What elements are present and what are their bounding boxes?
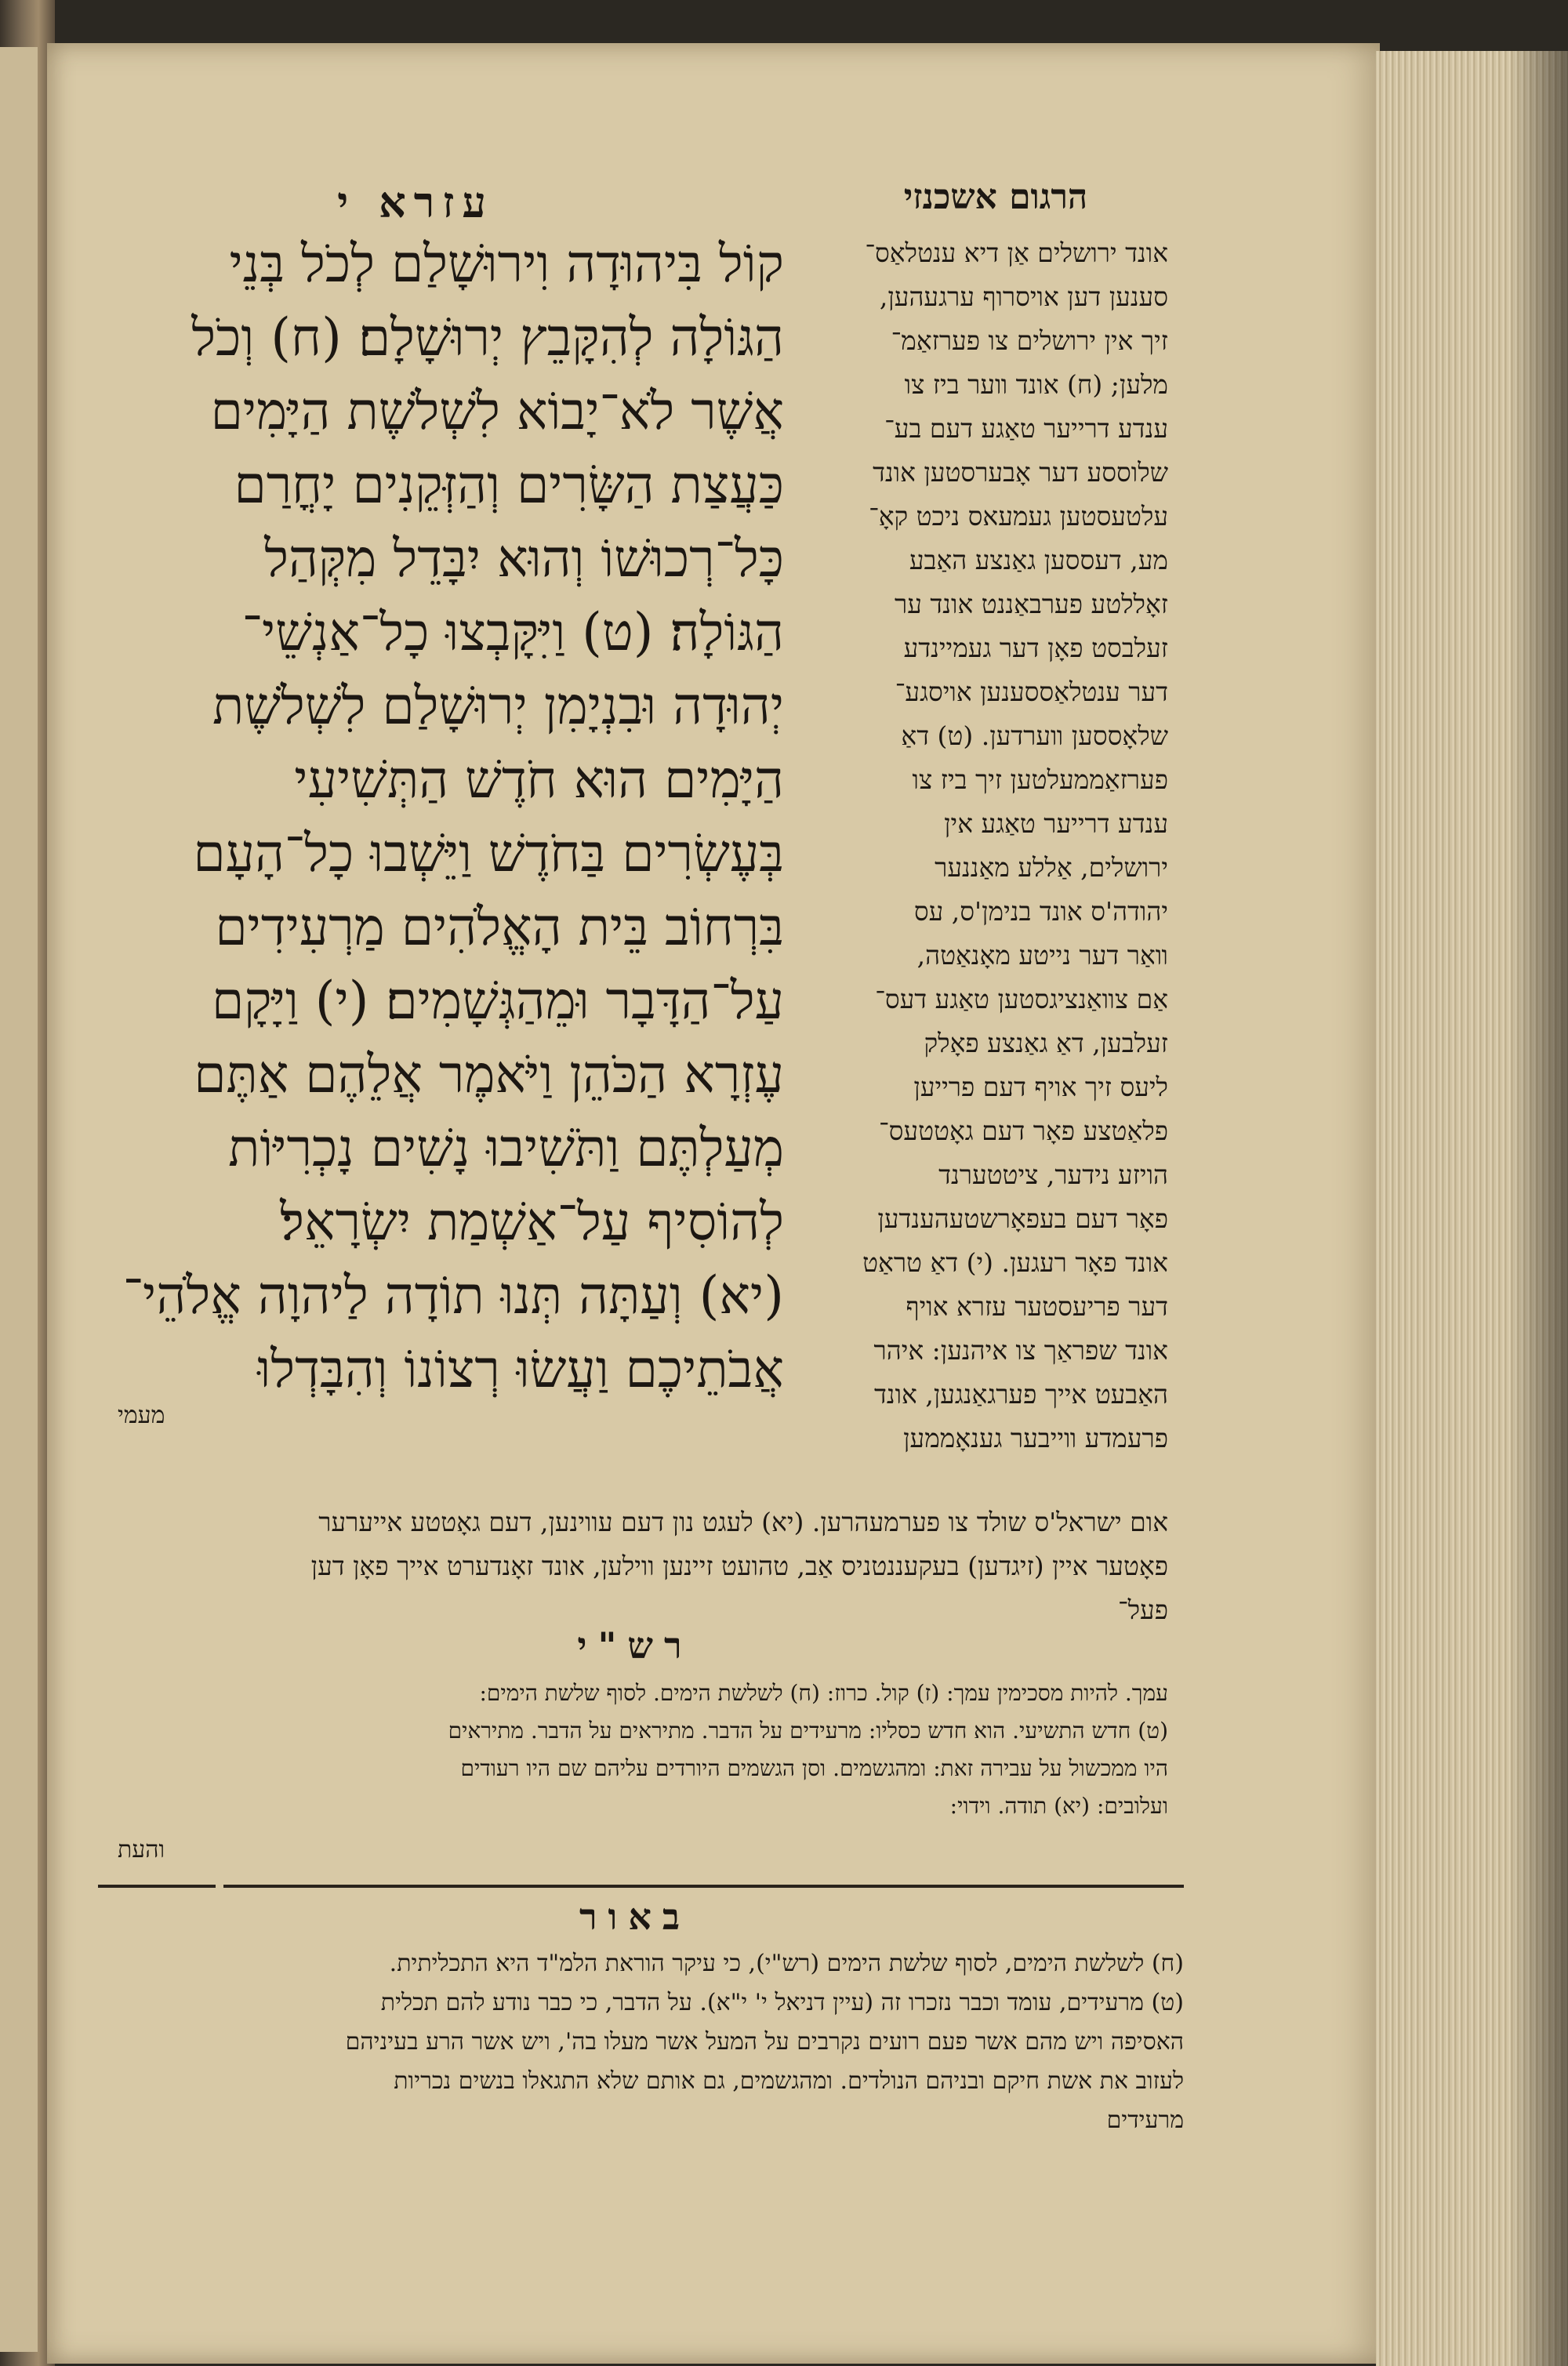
translation-line: װאַר דער נייטע מאָנאַטה, [916,940,1168,971]
main-text-line: אֲבֹתֵיכֶם וַעֲשׂוּ רְצוֹנוֹ וְהִבָּדְלוּ [257,1339,784,1399]
translation-line: זיך אין ירושלים צו פערזאַמ־ [891,325,1168,356]
translation-line: פלאַטצע פאָר דעם גאָטטעס־ [879,1116,1168,1146]
main-text-line: כָּל־רְכוּשׁוֹ וְהוּא יִבָּדֵל מִקְּהַל [264,528,784,589]
main-text-line: (יא) וְעַתָּה תְּנוּ תוֹדָה לַיהוָה אֱלֹהֵי־ [122,1265,784,1326]
translation-line: אונד פאָר רעגען. (י) דאַ טראַט [862,1247,1168,1278]
biur-line: מרעידים [1106,2107,1184,2134]
main-text-line: קוֹל בִּיהוּדָה וִירוּשָׁלַם לְכֹל בְּנֵי [229,234,784,294]
translation-line: דער ענטלאַססענען אויסגע־ [895,677,1168,707]
running-header-book: עזרא י [337,177,494,227]
translation-line: מלען; (ח) אונד װער ביז צו [904,369,1168,400]
translation-line: שלאָססען װערדען. (ט) דאַ [901,720,1168,751]
main-text-line: בְּעֶשְׂרִים בַּחֹדֶשׁ וַיֵּשְׁבוּ כָל־הָעָם [193,823,784,884]
translation-line: יהודה'ס אונד בנימן'ס, עס [913,896,1168,927]
translation-line: אַם צװאַנציגסטען טאַגע דעס־ [875,984,1168,1014]
rashi-line: עמך. להיות מסכימין עמך: (ז) קול. כרוז: (ח) לשלשת הימים. לסוף שלשת הימים: [479,1680,1168,1706]
translation-line: האַבעט אייך פערגאַנגען, אונד [873,1379,1168,1410]
translation-column [815,231,1168,1461]
translation-line: מע, דעססען גאַנצע האַבע [909,545,1168,575]
main-text-line: כַּעֲצַת הַשָּׂרִים וְהַזְּקֵנִים יָחֳרַם [234,455,784,515]
left-page-edge [0,47,38,2352]
running-header-translation: הרגום אשכנזי [903,177,1088,217]
main-text-line: הַגּוֹלָה לְהִקָּבֵץ יְרוּשָׁלָם׃ (ח) וְכֹל [191,307,784,368]
main-text-line: יְהוּדָה וּבִנְיָמִן יְרוּשָׁלַם לִשְׁלֹשֶׁת [212,676,784,736]
main-hebrew-text [102,227,784,1406]
biur-line: (ט) מרעידים, עומד וכבר נזכרו זה (עיין דניאל י' י"א). על הדבר, כי כבר נודע להם תכלית [380,1989,1184,2016]
translation-line: זאָללטע פערבאַננט אונד ער [895,589,1168,619]
translation-line: אונד ירושלים אַן דיא ענטלאַס־ [865,238,1168,268]
main-text-line: עֶזְרָא הַכֹּהֵן וַיֹּאמֶר אֲלֵהֶם אַתֶּם [194,1044,784,1105]
translation-line: פערזאַממעלטען זיך ביז צו [912,764,1168,795]
translation-line: ליעס זיך אויף דעם פרייען [913,1072,1168,1102]
translation-line: עלטעסטען געמעאס ניכט קאָ־ [869,501,1168,532]
catchword-rashi: והעת [118,1836,165,1863]
divider-rule-long [223,1885,1184,1888]
divider-rule-short [98,1885,216,1888]
page-edges-shadow [1509,51,1568,2366]
rashi-commentary [102,1675,1168,1825]
translation-line: הויזע נידער, ציטטערנד [938,1159,1168,1190]
translation-line: ענדע דרייער טאַגע דעם בע־ [884,413,1168,444]
main-text-line: אֲשֶׁר לֹא־יָבוֹא לִשְׁלֹשֶׁת הַיָּמִים [210,381,784,441]
biur-commentary [102,1944,1184,2140]
main-text-line: מְעַלְתֶּם וַתֹּשִׁיבוּ נָשִׁים נָכְרִיּוֹת [228,1118,784,1178]
rashi-line: היו ממכשול על עבירה זאת: ומהגשמים. וסן הגשמים היורדים עליהם שם היו רעודים [460,1755,1168,1781]
translation-line: פאָר דעם בעפאָרשטעהענדען [877,1203,1168,1234]
translation-line: שלוססע דער אָבערסטען אונד [873,457,1168,488]
translation-line: זעלבסט פאָן דער געמיינדע [903,633,1168,663]
main-text-line: לְהוֹסִיף עַל־אַשְׁמַת יִשְׂרָאֵל׃ [280,1192,784,1252]
rashi-line: (ט) חדש התשיעי. הוא חדש כסליו: מרעידים על הדבר. מתיראים על הדבר. מתיראים [448,1718,1168,1744]
main-text-line: הַגּוֹלָה׃ (ט) וַיִּקָּבְצוּ כָל־אַנְשֵׁי־ [241,602,784,662]
main-text-line: הַיָּמִים הוּא חֹדֶשׁ הַתְּשִׁיעִי [294,749,784,810]
translation-line: ירושלים, אַללע מאַננער [935,852,1168,883]
translation-line: ענדע דרייער טאַגע אין [944,808,1168,839]
translation-line: פעל־ [1117,1595,1168,1625]
biur-line: האסיפה ויש מהם אשר פעם רועים נקרבים על המעל אשר מעלו בה', ויש אשר הרע בעיניהם [345,2028,1184,2056]
rashi-heading: רש"י [577,1624,693,1667]
translation-line: סענען דען אויסרוף ערגעהען, [879,281,1168,312]
main-text-line: בִּרְחוֹב בֵּית הָאֱלֹהִים מַרְעִידִים [215,897,784,957]
rashi-line: ועלובים: (יא) תודה. וידוי: [949,1793,1168,1819]
translation-line: דער פריעסטער עזרא אויף [906,1291,1168,1322]
biur-line: לעזוב את אשת חיקם ובניהם הנולדים. ומהגשמים, גם אותם שלא התגאלו בנשים נכריות [394,2067,1184,2095]
translation-line: פרעמדע װייבער גענאָממען [903,1423,1168,1453]
translation-full-width [102,1501,1168,1632]
biur-line: (ח) לשלשת הימים, לסוף שלשת הימים (רש"י), כי עיקר הוראת הלמ"ד היא התכליתית. [389,1950,1184,1977]
translation-line: פאָטער איין (זיגדען) בעקעננטניס אַב, טהועט זיינען ווילען, אונד זאָנדערט אייך פאָן דען [310,1551,1168,1581]
catchword-main: מעמי [118,1402,165,1429]
translation-line: זעלבען, דאַ גאַנצע פאָלק [924,1028,1168,1058]
biur-heading: באור [579,1896,691,1938]
translation-line: אום ישראל'ס שולד צו פערמעהרען. (יא) לעגט נון דעם עווינען, דעם גאָטטע אייערער [318,1507,1168,1537]
main-text-line: עַל־הַדָּבָר וּמֵהַגְּשָׁמִים׃ (י) וַיָּקָם [212,971,784,1031]
translation-line: אונד שפראַך צו איהנען: איהר [873,1335,1168,1366]
